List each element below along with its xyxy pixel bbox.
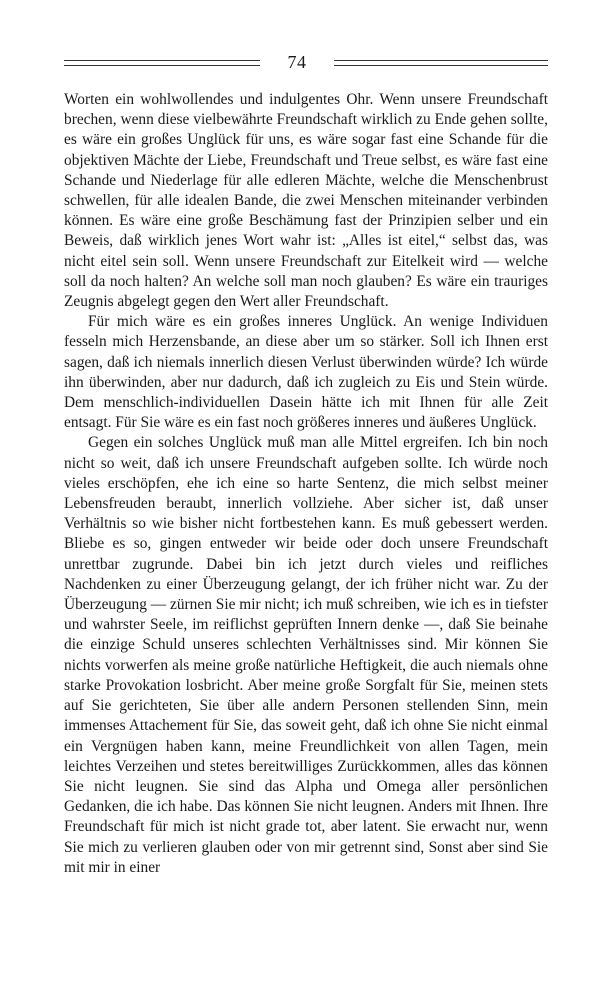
header-rule-left [64, 60, 260, 66]
body-text [64, 90, 548, 878]
paragraph: Worten ein wohlwollendes und indulgentes Ohr. Wenn unsere Freundschaft brechen, wenn diese vielbewährte Freundschaft wirklich zu Ende gehen sollte, es wäre ein großes Unglück für uns, es wäre sogar fast eine Schande für die objektiven Mächte der Liebe, Freundschaft und Treue selbst, es wäre fast eine Schande und Niederlage für alle edleren Mächte, welche die Menschenbrust schwellen, für alle idealen Bande, die zwei Menschen miteinander verbinden können. Es wäre eine große Beschämung fast der Prinzipien selber und ein Beweis, daß wirklich jenes Wort wahr ist: „Alles ist eitel,“ selbst das, was nicht eitel sein soll. Wenn unsere Freundschaft zur Eitelkeit wird — welche soll da noch halten? An welche soll man noch glauben? Es wäre ein trauriges Zeugnis abgelegt gegen den Wert aller Freundschaft. [64, 91, 548, 311]
paragraph: Gegen ein solches Unglück muß man alle Mittel ergreifen. Ich bin noch nicht so weit, daß ich unsere Freundschaft aufgeben sollte. Ich würde noch vieles erschöpfen, ehe ich eine so harte Sentenz, die mich selbst meiner Lebensfreuden beraubt, innerlich vollziehe. Aber sicher ist, daß unser Verhältnis so wie bisher nicht fortbestehen kann. Es muß gebessert werden. Bliebe es so, gingen entweder wir beide oder doch unsere Freundschaft unrettbar zugrunde. Dabei bin ich jetzt durch vieles und reifliches Nachdenken zu einer Überzeugung gelangt, der ich früher nicht war. Zu der Überzeugung — zürnen Sie mir nicht; ich muß schreiben, wie ich es in tiefster und wahrster Seele, im reiflichst geprüften Innern denke —, daß Sie beinahe die einzige Schuld unseres schlechten Verhältnisses sind. Mir können Sie nichts vorwerfen als meine große natürliche Heftigkeit, die auch niemals ohne starke Provokation losbricht. Aber meine große Sorgfalt für Sie, meinen stets auf Sie gerichteten, Sie über alle andern Personen stellenden Sinn, mein immenses Attachement für Sie, das soweit geht, daß ich ohne Sie nicht einmal ein Vergnügen haben kann, meine Freundlichkeit von allen Tagen, mein leichtes Verzeihen und stetes bereitwilliges Zurückkommen, alles das können Sie nicht leugnen. Sie sind das Alpha und Omega aller persönlichen Gedanken, die ich habe. Das können Sie nicht leugnen. Anders mit Ihnen. Ihre Freundschaft für mich ist nicht grade tot, aber latent. Sie erwacht nur, wenn Sie mich zu verlieren glauben oder von mir getrennt sind, Sonst aber sind Sie mit mir in einer [64, 434, 548, 876]
page-number: 74 [287, 52, 307, 72]
paragraph: Für mich wäre es ein großes inneres Unglück. An wenige Individuen fesseln mich Herzensbande, an diese aber um so stärker. Soll ich Ihnen erst sagen, daß ich niemals innerlich diesen Verlust überwinden würde? Ich würde ihn überwinden, aber nur dadurch, daß ich zugleich zu Eis und Stein würde. Dem menschlich-individuellen Dasein hätte ich mit Ihnen für alle Zeit entsagt. Für Sie wäre es ein fast noch größeres inneres und äußeres Unglück. [64, 313, 548, 432]
page-header [64, 50, 548, 74]
header-rule-right [334, 60, 548, 66]
